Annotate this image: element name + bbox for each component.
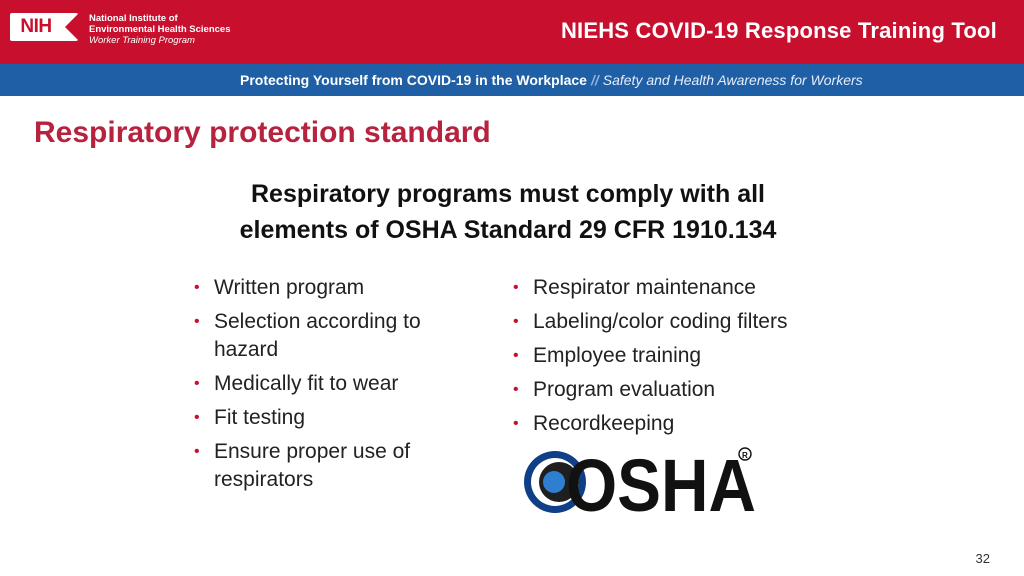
right-bullet-list — [513, 274, 843, 444]
osha-logo-text: OSHA — [566, 444, 756, 516]
subheader-bar — [0, 64, 1024, 96]
bullet-icon: • — [513, 415, 519, 432]
bullet-icon: • — [194, 313, 200, 330]
bullet-icon: • — [513, 381, 519, 398]
slide-subtitle — [150, 176, 866, 248]
institute-name — [89, 13, 231, 46]
list-item — [513, 376, 843, 404]
subheader-right: Safety and Health Awareness for Workers — [602, 72, 863, 88]
list-item-text: Medically fit to wear — [214, 372, 399, 395]
list-item-text: Ensure proper use of respirators — [214, 440, 411, 491]
institute-line1: National Institute of — [89, 13, 178, 24]
nih-logo-text: NIH — [20, 16, 52, 37]
list-item-text: Fit testing — [214, 406, 306, 429]
bullet-icon: • — [513, 347, 519, 364]
list-item — [513, 274, 843, 302]
list-item-text: Selection according to hazard — [214, 310, 421, 361]
bullet-icon: • — [513, 279, 519, 296]
list-item — [513, 342, 843, 370]
list-item-text: Written program — [214, 276, 365, 299]
list-item — [194, 274, 464, 302]
list-item-text: Labeling/color coding filters — [533, 310, 788, 333]
list-item-text: Program evaluation — [533, 378, 716, 401]
header-bar — [0, 0, 1024, 64]
left-bullet-list — [194, 274, 464, 500]
slide-title: Respiratory protection standard — [34, 116, 491, 149]
bullet-icon: • — [194, 279, 200, 296]
list-item — [194, 404, 464, 432]
bullet-icon: • — [513, 313, 519, 330]
institute-line2: Environmental Health Sciences — [89, 24, 231, 35]
bullet-icon: • — [194, 443, 200, 460]
subheader-left: Protecting Yourself from COVID-19 in the Workplace — [240, 72, 587, 88]
nih-logo-arrow-icon — [65, 13, 79, 41]
nih-logo — [10, 13, 78, 41]
subheader-separator: // — [590, 72, 599, 88]
list-item — [194, 308, 464, 364]
institute-line3: Worker Training Program — [89, 35, 195, 46]
bullet-icon: • — [194, 409, 200, 426]
subtitle-line1: Respiratory programs must comply with all — [250, 180, 765, 208]
osha-logo — [523, 444, 757, 516]
subheader-text — [240, 72, 863, 88]
list-item-text: Employee training — [533, 344, 702, 367]
svg-text:R: R — [742, 451, 748, 460]
subtitle-line2: elements of OSHA Standard 29 CFR 1910.134 — [239, 216, 777, 244]
list-item — [194, 370, 464, 398]
page-number: 32 — [975, 551, 990, 566]
list-item — [513, 410, 843, 438]
list-item — [194, 438, 464, 494]
bullet-icon: • — [194, 375, 200, 392]
tool-title: NIEHS COVID-19 Response Training Tool — [560, 18, 997, 43]
list-item-text: Recordkeeping — [533, 412, 675, 435]
list-item-text: Respirator maintenance — [533, 276, 756, 299]
list-item — [513, 308, 843, 336]
